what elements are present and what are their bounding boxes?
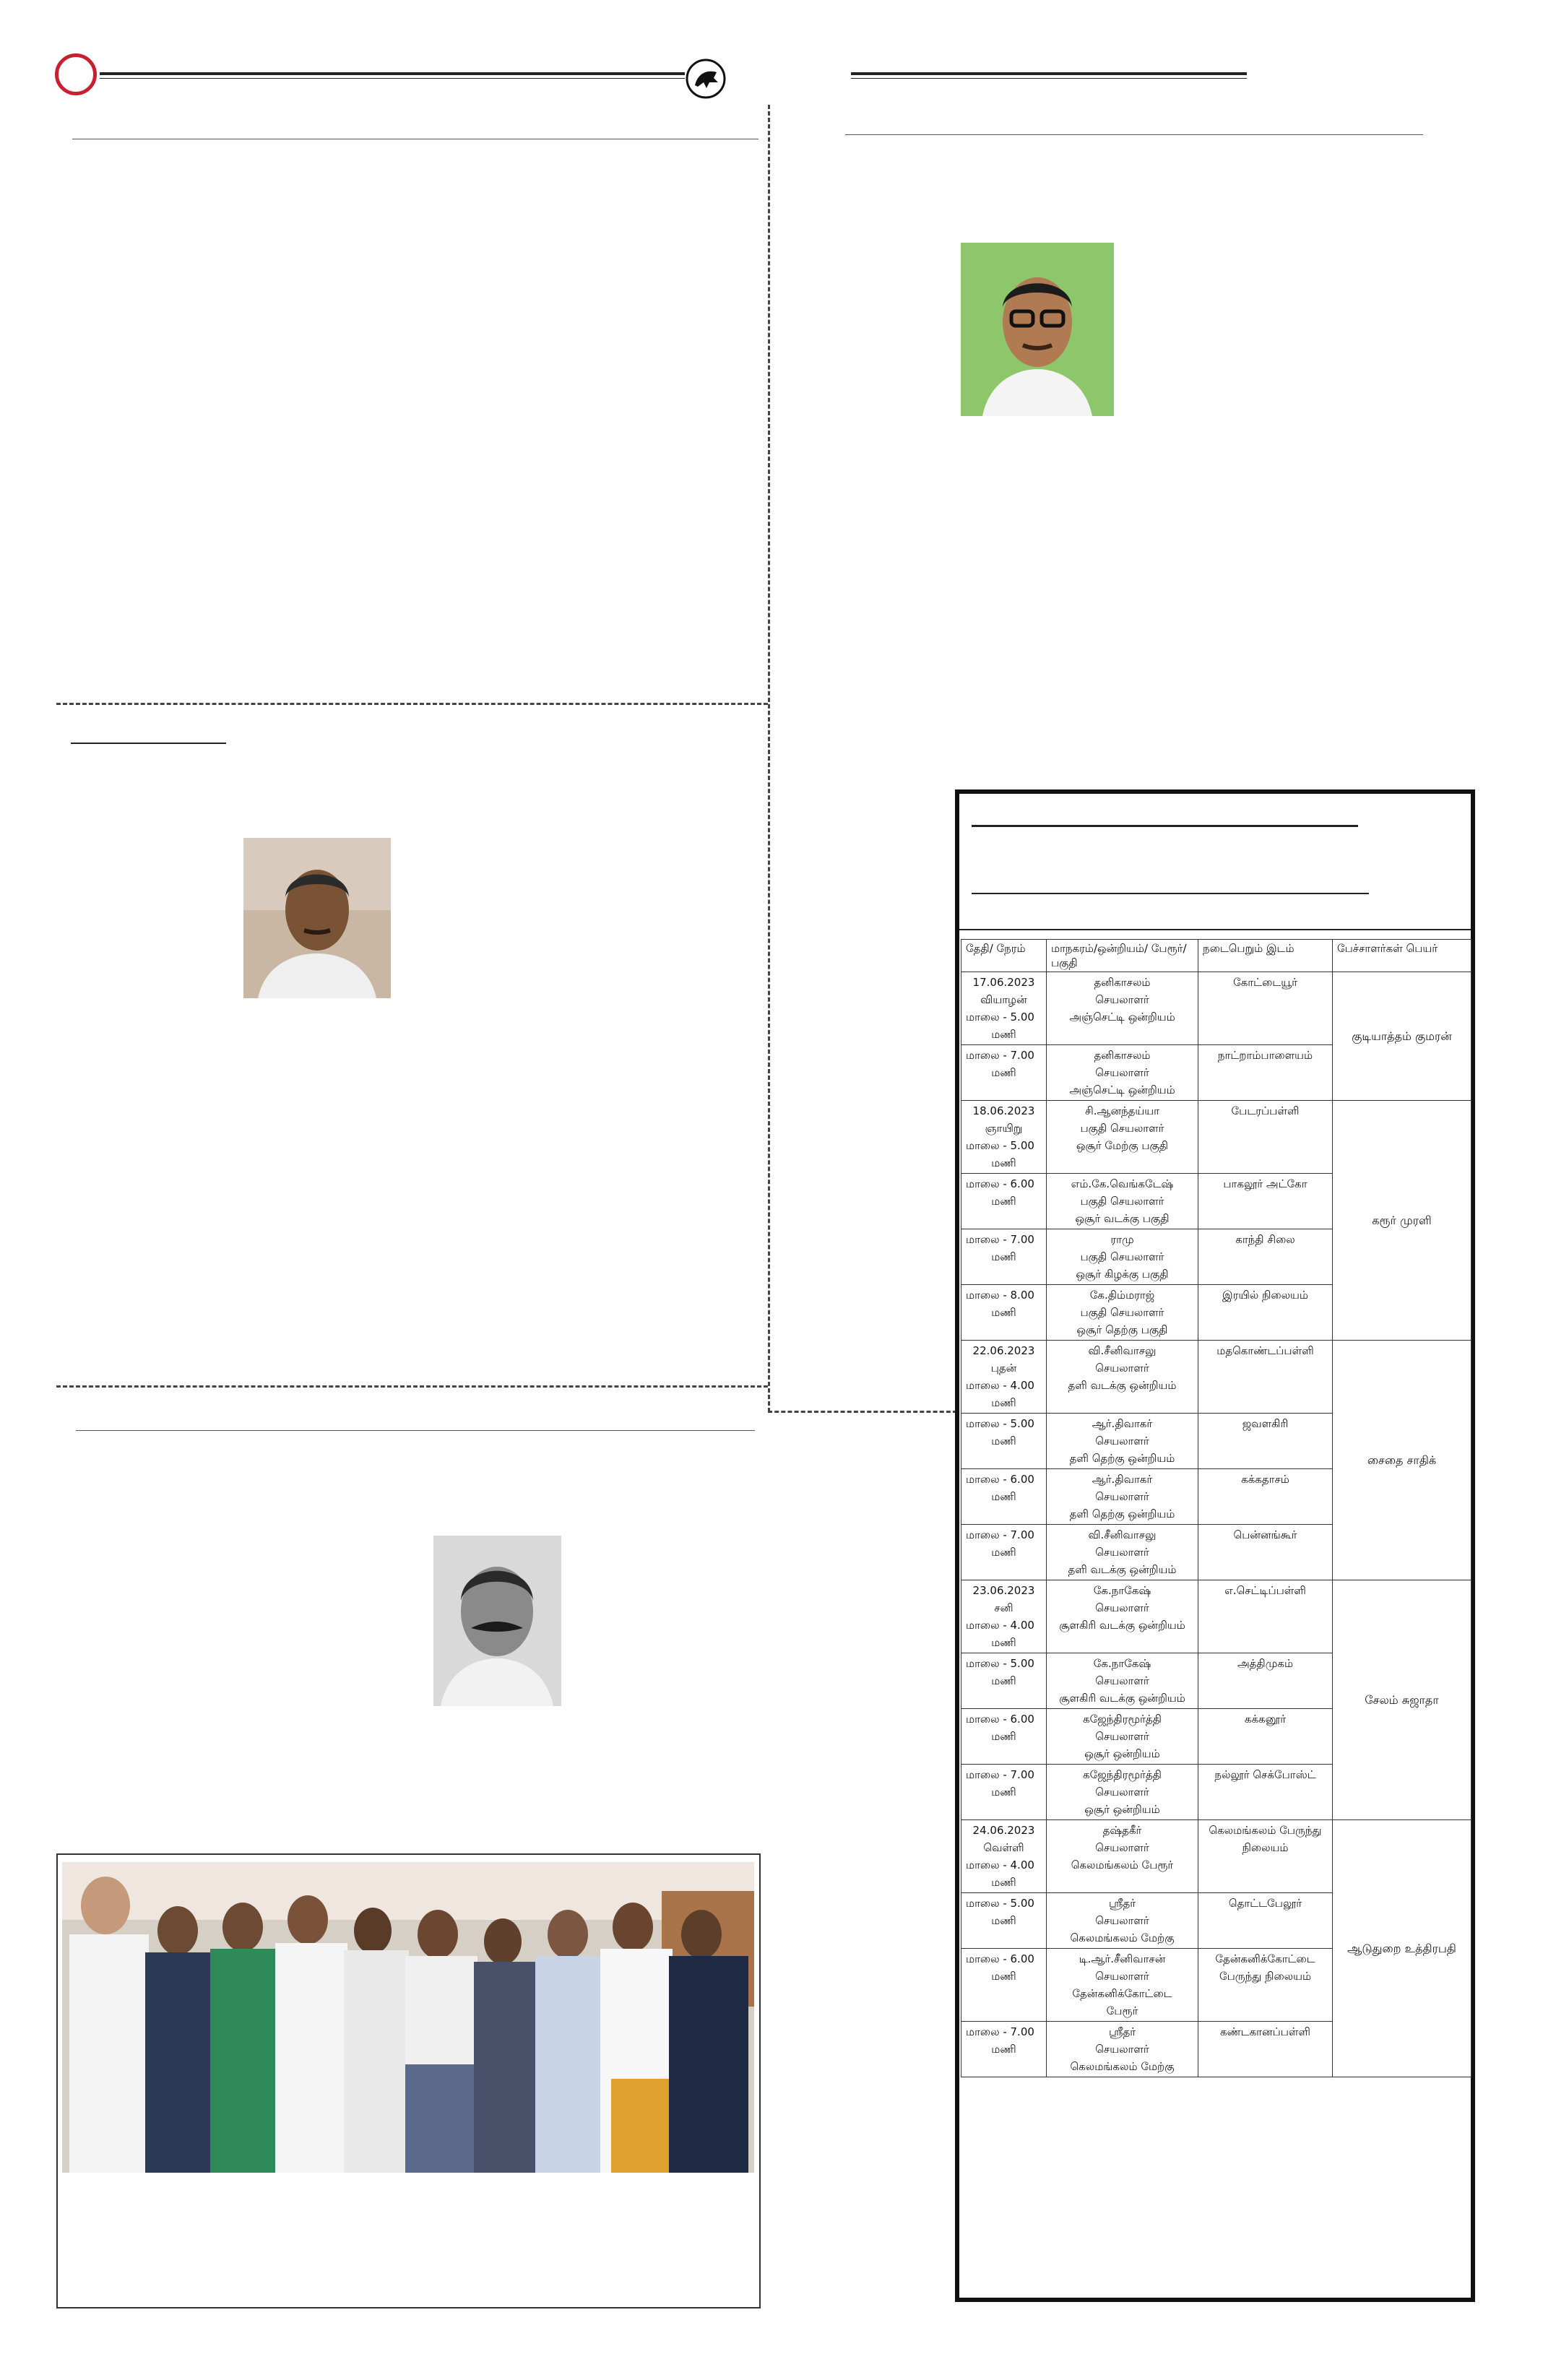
schedule-datetime-cell — [961, 1949, 1047, 2022]
schedule-org-line: ஸ்ரீதர் — [1108, 1897, 1136, 1910]
schedule-unit: மணி — [991, 1028, 1016, 1041]
schedule-org-line: கெலமங்கலம் பேரூர் — [1071, 1858, 1174, 1871]
schedule-org-cell — [1047, 1653, 1198, 1709]
schedule-unit: மணி — [991, 1730, 1016, 1743]
column-divider — [768, 105, 770, 1412]
table-row — [961, 972, 1471, 1045]
schedule-unit: மணி — [991, 1786, 1016, 1799]
schedule-org-line: தேன்கனிக்கோட்டை — [1072, 1987, 1172, 2000]
schedule-org-cell — [1047, 1820, 1198, 1893]
schedule-org-line: பேரூர் — [1106, 2004, 1138, 2017]
schedule-unit: மணி — [991, 1306, 1016, 1319]
masthead-rule-thin — [100, 78, 685, 79]
schedule-day: வெள்ளி — [983, 1841, 1024, 1854]
schedule-unit: மணி — [991, 1435, 1016, 1448]
schedule-venue-cell: காந்தி சிலை — [1198, 1229, 1333, 1285]
schedule-unit: மணி — [991, 1970, 1016, 1983]
schedule-org-cell — [1047, 1893, 1198, 1949]
schedule-datetime-cell — [961, 1341, 1047, 1414]
schedule-org-cell — [1047, 972, 1198, 1045]
article-2-head-rule — [71, 743, 226, 744]
header-date-time: தேதி/ நேரம் — [961, 940, 1047, 972]
schedule-org-line: ஒசூர் ஒன்றியம் — [1084, 1803, 1160, 1816]
portrait-photo-left-middle — [243, 838, 391, 998]
schedule-org-line: செயலாளர் — [1095, 1730, 1149, 1743]
schedule-day: ஞாயிறு — [985, 1122, 1023, 1135]
schedule-org-line: சி.ஆனந்தய்யா — [1085, 1104, 1159, 1117]
right-top-section-rule — [845, 134, 1423, 135]
schedule-venue-cell: தொட்டபேலூர் — [1198, 1893, 1333, 1949]
schedule-time: மாலை - 7.00 — [966, 1528, 1034, 1541]
schedule-org-cell — [1047, 1101, 1198, 1174]
schedule-date: 23.06.2023 — [972, 1584, 1035, 1597]
schedule-org-line: கஜேந்திரமூர்த்தி — [1083, 1768, 1162, 1781]
schedule-venue-cell: கக்கதாசம் — [1198, 1469, 1333, 1525]
schedule-org-line: ஒசூர் மேற்கு பகுதி — [1076, 1139, 1169, 1152]
schedule-datetime-cell — [961, 2022, 1047, 2077]
schedule-datetime-cell — [961, 1469, 1047, 1525]
schedule-org-line: செயலாளர் — [1095, 1490, 1149, 1503]
schedule-org-line: ராமு — [1110, 1233, 1134, 1246]
schedule-org-line: செயலாளர் — [1095, 1362, 1149, 1375]
schedule-org-line: அஞ்செட்டி ஒன்றியம் — [1069, 1011, 1175, 1024]
schedule-venue-cell: ஜவளகிரி — [1198, 1414, 1333, 1469]
schedule-datetime-cell — [961, 1765, 1047, 1820]
schedule-org-line: எம்.கே.வெங்கடேஷ் — [1071, 1177, 1174, 1190]
schedule-org-cell — [1047, 1285, 1198, 1341]
schedule-time: மாலை - 5.00 — [966, 1897, 1034, 1910]
schedule-date: 24.06.2023 — [972, 1824, 1035, 1837]
schedule-venue-cell: மதகொண்டப்பள்ளி — [1198, 1341, 1333, 1414]
schedule-org-line: பகுதி செயலாளர் — [1080, 1250, 1164, 1263]
schedule-org-line: கெலமங்கலம் மேற்கு — [1070, 1931, 1175, 1944]
schedule-org-cell — [1047, 1469, 1198, 1525]
schedule-time: மாலை - 4.00 — [966, 1858, 1034, 1871]
schedule-time: மாலை - 6.00 — [966, 1713, 1034, 1726]
schedule-datetime-cell — [961, 1580, 1047, 1653]
portrait-photo-left-lower — [433, 1536, 561, 1706]
schedule-unit: மணி — [991, 1674, 1016, 1687]
schedule-speaker-cell: சேலம் சுஜாதா — [1333, 1580, 1471, 1820]
table-row — [961, 1101, 1471, 1174]
schedule-venue-cell: பாகலூர் அட்கோ — [1198, 1174, 1333, 1229]
schedule-org-cell — [1047, 1525, 1198, 1580]
schedule-table — [961, 939, 1471, 2077]
schedule-org-line: ஒசூர் தெற்கு பகுதி — [1076, 1323, 1168, 1336]
schedule-org-line: ஒசூர் கிழக்கு பகுதி — [1076, 1268, 1169, 1281]
schedule-org-line: பகுதி செயலாளர் — [1080, 1195, 1164, 1208]
schedule-org-cell — [1047, 1580, 1198, 1653]
schedule-time: மாலை - 5.00 — [966, 1139, 1034, 1152]
schedule-time: மாலை - 7.00 — [966, 2025, 1034, 2038]
schedule-day: வியாழன் — [980, 993, 1027, 1006]
table-row — [961, 1341, 1471, 1414]
schedule-speaker-cell: சைதை சாதிக் — [1333, 1341, 1471, 1580]
schedule-org-cell — [1047, 1341, 1198, 1414]
schedule-org-line: பகுதி செயலாளர் — [1080, 1122, 1164, 1135]
schedule-org-line: கெலமங்கலம் மேற்கு — [1070, 2060, 1175, 2073]
party-emblem-icon — [685, 58, 727, 100]
schedule-org-line: தஷ்தகீர் — [1102, 1824, 1142, 1837]
schedule-org-line: செயலாளர் — [1095, 1914, 1149, 1927]
portrait-photo-right-top — [961, 243, 1114, 416]
masthead-circle — [55, 53, 97, 95]
schedule-venue-cell: தேன்கனிக்கோட்டை பேருந்து நிலையம் — [1198, 1949, 1333, 2022]
schedule-org-line: கே.திம்மராஜ் — [1089, 1289, 1155, 1302]
schedule-datetime-cell — [961, 1101, 1047, 1174]
schedule-unit: மணி — [991, 2043, 1016, 2056]
schedule-time: மாலை - 8.00 — [966, 1289, 1034, 1302]
schedule-org-line: வி.சீனிவாசலு — [1088, 1528, 1157, 1541]
schedule-org-line: தளி தெற்கு ஒன்றியம் — [1069, 1452, 1175, 1465]
schedule-unit: மணி — [991, 1876, 1016, 1889]
schedule-time: மாலை - 7.00 — [966, 1768, 1034, 1781]
schedule-header-divider — [959, 929, 1471, 930]
schedule-venue-cell: நாட்றாம்பாளையம் — [1198, 1045, 1333, 1101]
article-divider-3 — [768, 1411, 957, 1413]
schedule-org-line: செயலாளர் — [1095, 1435, 1149, 1448]
schedule-org-line: வி.சீனிவாசலு — [1088, 1344, 1157, 1357]
schedule-unit: மணி — [991, 1250, 1016, 1263]
schedule-org-line: தளி வடக்கு ஒன்றியம் — [1068, 1379, 1177, 1392]
schedule-org-line: செயலாளர் — [1095, 1970, 1149, 1983]
header-speaker: பேச்சாளர்கள் பெயர் — [1333, 940, 1471, 972]
right-masthead-rule — [851, 72, 1247, 75]
schedule-datetime-cell — [961, 1414, 1047, 1469]
schedule-time: மாலை - 4.00 — [966, 1379, 1034, 1392]
article-divider-1 — [56, 703, 768, 705]
schedule-datetime-cell — [961, 1285, 1047, 1341]
schedule-venue-cell: நல்லூர் செக்போஸ்ட் — [1198, 1765, 1333, 1820]
header-venue: நடைபெறும் இடம் — [1198, 940, 1333, 972]
schedule-org-line: செயலாளர் — [1095, 1066, 1149, 1079]
schedule-unit: மணி — [991, 1396, 1016, 1409]
schedule-org-cell — [1047, 1174, 1198, 1229]
schedule-venue-cell: அத்திமுகம் — [1198, 1653, 1333, 1709]
schedule-org-cell — [1047, 1949, 1198, 2022]
schedule-speaker-cell: ஆடுதுறை உத்திரபதி — [1333, 1820, 1471, 2077]
schedule-org-line: ஸ்ரீதர் — [1108, 2025, 1136, 2038]
schedule-day: சனி — [994, 1601, 1013, 1614]
schedule-datetime-cell — [961, 1820, 1047, 1893]
schedule-time: மாலை - 6.00 — [966, 1473, 1034, 1486]
schedule-org-line: தளி தெற்கு ஒன்றியம் — [1069, 1507, 1175, 1520]
schedule-header-row — [961, 940, 1471, 972]
schedule-org-line: பகுதி செயலாளர் — [1080, 1306, 1164, 1319]
article-3-head-rule — [76, 1430, 755, 1431]
schedule-org-line: தனிகாசலம் — [1094, 1049, 1151, 1062]
schedule-org-line: சூளகிரி வடக்கு ஒன்றியம் — [1059, 1619, 1185, 1632]
schedule-org-line: கஜேந்திரமூர்த்தி — [1083, 1713, 1162, 1726]
schedule-org-line: கே.நாகேஷ் — [1093, 1657, 1151, 1670]
schedule-datetime-cell — [961, 1229, 1047, 1285]
schedule-venue-cell: எ.செட்டிப்பள்ளி — [1198, 1580, 1333, 1653]
schedule-org-line: ஒசூர் வடக்கு பகுதி — [1075, 1212, 1170, 1225]
schedule-org-cell — [1047, 1414, 1198, 1469]
schedule-org-line: கே.நாகேஷ் — [1093, 1584, 1151, 1597]
schedule-datetime-cell — [961, 972, 1047, 1045]
schedule-subtitle-rule — [972, 893, 1369, 894]
schedule-date: 18.06.2023 — [972, 1104, 1035, 1117]
schedule-title-rule — [972, 825, 1358, 827]
group-photo — [62, 1862, 754, 2173]
schedule-unit: மணி — [991, 1546, 1016, 1559]
schedule-venue-cell: பென்னங்கூர் — [1198, 1525, 1333, 1580]
table-row — [961, 1580, 1471, 1653]
schedule-org-line: ஆர்.திவாகர் — [1092, 1417, 1153, 1430]
schedule-datetime-cell — [961, 1525, 1047, 1580]
schedule-org-line: டி.ஆர்.சீனிவாசன் — [1079, 1952, 1166, 1965]
schedule-time: மாலை - 5.00 — [966, 1417, 1034, 1430]
schedule-date: 22.06.2023 — [972, 1344, 1035, 1357]
article-divider-2 — [56, 1385, 768, 1388]
schedule-time: மாலை - 4.00 — [966, 1619, 1034, 1632]
schedule-datetime-cell — [961, 1653, 1047, 1709]
schedule-unit: மணி — [991, 1914, 1016, 1927]
schedule-time: மாலை - 5.00 — [966, 1657, 1034, 1670]
schedule-time: மாலை - 7.00 — [966, 1049, 1034, 1062]
masthead-rule — [100, 72, 685, 75]
schedule-org-line: தனிகாசலம் — [1094, 976, 1151, 989]
right-masthead-rule-thin — [851, 78, 1247, 79]
schedule-org-line: செயலாளர் — [1095, 1841, 1149, 1854]
schedule-org-line: செயலாளர் — [1095, 1546, 1149, 1559]
schedule-speaker-cell: கரூர் முரளி — [1333, 1101, 1471, 1341]
schedule-org-cell — [1047, 2022, 1198, 2077]
table-row — [961, 1820, 1471, 1893]
schedule-org-line: செயலாளர் — [1095, 1786, 1149, 1799]
schedule-org-line: தளி வடக்கு ஒன்றியம் — [1068, 1563, 1177, 1576]
schedule-venue-cell: கக்கனூர் — [1198, 1709, 1333, 1765]
schedule-time: மாலை - 7.00 — [966, 1233, 1034, 1246]
schedule-org-line: செயலாளர் — [1095, 993, 1149, 1006]
schedule-venue-cell: பேடரப்பள்ளி — [1198, 1101, 1333, 1174]
schedule-org-line: சூளகிரி வடக்கு ஒன்றியம் — [1059, 1692, 1185, 1705]
schedule-unit: மணி — [991, 1490, 1016, 1503]
schedule-date: 17.06.2023 — [972, 976, 1035, 989]
schedule-org-line: செயலாளர் — [1095, 2043, 1149, 2056]
schedule-org-cell — [1047, 1709, 1198, 1765]
schedule-org-line: செயலாளர் — [1095, 1674, 1149, 1687]
schedule-org-line: அஞ்செட்டி ஒன்றியம் — [1069, 1083, 1175, 1096]
schedule-org-line: ஆர்.திவாகர் — [1092, 1473, 1153, 1486]
schedule-venue-cell: கண்டகானப்பள்ளி — [1198, 2022, 1333, 2077]
schedule-unit: மணி — [991, 1156, 1016, 1169]
schedule-datetime-cell — [961, 1174, 1047, 1229]
schedule-datetime-cell — [961, 1045, 1047, 1101]
schedule-datetime-cell — [961, 1709, 1047, 1765]
schedule-org-cell — [1047, 1229, 1198, 1285]
schedule-time: மாலை - 5.00 — [966, 1011, 1034, 1024]
schedule-org-line: ஒசூர் ஒன்றியம் — [1084, 1747, 1160, 1760]
schedule-unit: மணி — [991, 1066, 1016, 1079]
schedule-unit: மணி — [991, 1195, 1016, 1208]
schedule-time: மாலை - 6.00 — [966, 1952, 1034, 1965]
schedule-venue-cell: கோட்டையூர் — [1198, 972, 1333, 1045]
schedule-org-cell — [1047, 1045, 1198, 1101]
schedule-unit: மணி — [991, 1636, 1016, 1649]
schedule-venue-cell: கெலமங்கலம் பேருந்து நிலையம் — [1198, 1820, 1333, 1893]
schedule-venue-cell: இரயில் நிலையம் — [1198, 1285, 1333, 1341]
schedule-day: புதன் — [990, 1362, 1017, 1375]
schedule-speaker-cell: குடியாத்தம் குமரன் — [1333, 972, 1471, 1101]
header-org: மாநகரம்/ஒன்றியம்/ பேரூர்/பகுதி — [1047, 940, 1198, 972]
schedule-org-cell — [1047, 1765, 1198, 1820]
schedule-org-line: செயலாளர் — [1095, 1601, 1149, 1614]
schedule-datetime-cell — [961, 1893, 1047, 1949]
schedule-time: மாலை - 6.00 — [966, 1177, 1034, 1190]
